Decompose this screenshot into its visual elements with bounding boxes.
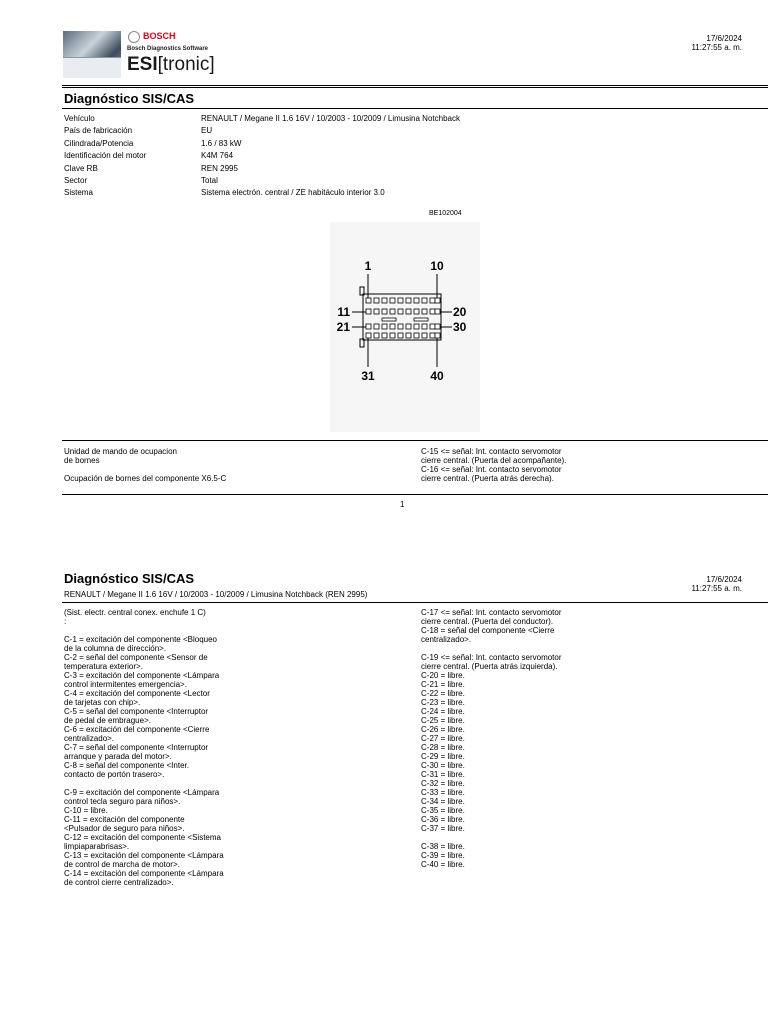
text-line: centralizado>.	[64, 734, 115, 743]
text-line: centralizado>.	[421, 635, 472, 644]
unit-description	[64, 447, 226, 483]
text-line: C-7 = señal del componente <Interruptor	[64, 743, 209, 752]
text-line: control tecla seguro para niños>.	[64, 797, 181, 806]
text-line	[64, 465, 226, 474]
text-line: cierre central. (Puerta atrás derecha).	[421, 474, 554, 483]
title-divider	[62, 108, 768, 109]
info-row	[64, 188, 664, 197]
text-line: C-13 = excitación del componente <Lámpara	[64, 851, 224, 860]
text-line: C-23 = libre.	[421, 698, 465, 707]
text-line: cierre central. (Puerta del acompañante).	[421, 456, 567, 465]
info-label: Cilindrada/Potencia	[64, 139, 134, 148]
figure-code: BE102004	[429, 210, 462, 217]
text-line: control intermitentes emergencia>.	[64, 680, 187, 689]
info-row	[64, 114, 664, 123]
pin-label-30: 30	[453, 320, 467, 334]
pin-label-1: 1	[364, 259, 372, 273]
text-line: C-32 = libre.	[421, 779, 465, 788]
text-line: C-29 = libre.	[421, 752, 465, 761]
text-line: C-9 = excitación del componente <Lámpara	[64, 788, 220, 797]
text-line: C-1 = excitación del componente <Bloqueo	[64, 635, 217, 644]
text-line: (Sist. electr. central conex. enchufe 1 C)	[64, 608, 206, 617]
text-line: C-27 = libre.	[421, 734, 465, 743]
info-label: Clave RB	[64, 164, 98, 173]
text-line: C-22 = libre.	[421, 689, 465, 698]
text-line: Ocupación de bornes del componente X6.5-C	[64, 474, 227, 483]
text-line: contacto de portón trasero>.	[64, 770, 165, 779]
page2-datetime	[691, 575, 742, 593]
keying-slot-right	[414, 318, 428, 321]
info-row	[64, 126, 664, 135]
text-line	[64, 626, 224, 635]
bosch-logo-icon	[128, 31, 140, 43]
header-time: 11:27:55 a. m.	[691, 43, 742, 52]
text-line: de control cierre centralizado>.	[64, 878, 174, 887]
product-name-bold: ESI	[127, 54, 158, 75]
text-line: C-15 <= señal: Int. contacto servomotor	[421, 447, 562, 456]
page2-divider	[62, 602, 768, 603]
bosch-brand: BOSCH	[143, 31, 176, 41]
text-line: :	[64, 617, 67, 626]
pin-label-21: 21	[336, 320, 350, 334]
info-row	[64, 139, 664, 148]
text-line: C-35 = libre.	[421, 806, 465, 815]
text-line: C-4 = excitación del componente <Lector	[64, 689, 210, 698]
software-name: Bosch Diagnostics Software	[127, 46, 209, 52]
info-value: EU	[201, 126, 213, 135]
page2-time: 11:27:55 a. m.	[691, 584, 742, 593]
info-value: Total	[201, 176, 218, 185]
text-line: C-5 = señal del componente <Interruptor	[64, 707, 209, 716]
text-line: C-30 = libre.	[421, 761, 465, 770]
text-line: de control de marcha de motor>.	[64, 860, 180, 869]
page2-title: Diagnóstico SIS/CAS	[64, 571, 195, 586]
pin-label-11: 11	[337, 305, 350, 319]
info-row	[64, 176, 664, 185]
info-row	[64, 164, 664, 173]
info-label: Sector	[64, 176, 88, 185]
text-line	[421, 644, 562, 653]
page1-title: Diagnóstico SIS/CAS	[64, 91, 195, 106]
text-line: C-36 = libre.	[421, 815, 465, 824]
text-line: C-14 = excitación del componente <Lámpara	[64, 869, 224, 878]
page-number: 1	[400, 500, 405, 509]
text-line: C-8 = señal del componente <Inter.	[64, 761, 189, 770]
text-line: C-3 = excitación del componente <Lámpara	[64, 671, 220, 680]
text-line: cierre central. (Puerta del conductor).	[421, 617, 554, 626]
pin-label-40: 40	[430, 369, 444, 383]
text-line: C-2 = señal del componente <Sensor de	[64, 653, 208, 662]
text-line: C-16 <= señal: Int. contacto servomotor	[421, 465, 562, 474]
text-line: limpiaparabrisas>.	[64, 842, 130, 851]
text-line: C-39 = libre.	[421, 851, 465, 860]
esi-thumbnail	[63, 57, 121, 78]
text-line	[64, 779, 224, 788]
pin-label-10: 10	[430, 259, 444, 273]
info-label: Identificación del motor	[64, 151, 147, 160]
text-line: C-40 = libre.	[421, 860, 465, 869]
text-line: C-19 <= señal: Int. contacto servomotor	[421, 653, 562, 662]
info-value: REN 2995	[201, 164, 238, 173]
text-line: C-17 <= señal: Int. contacto servomotor	[421, 608, 562, 617]
info-value: RENAULT / Megane II 1.6 16V / 10/2003 - 10/2009 / Limusina Notchback	[201, 114, 460, 123]
text-line: C-6 = excitación del componente <Cierre	[64, 725, 210, 734]
product-name-rest: [tronic]	[157, 54, 215, 75]
text-line: C-33 = libre.	[421, 788, 465, 797]
connector-diagram	[330, 222, 480, 432]
footer-divider	[62, 494, 768, 495]
info-label: Vehículo	[64, 114, 95, 123]
text-line: C-12 = excitación del componente <Sistema	[64, 833, 221, 842]
text-line: <Pulsador de seguro para niños>.	[64, 824, 185, 833]
text-line: C-31 = libre.	[421, 770, 465, 779]
pin-label-20: 20	[453, 305, 467, 319]
section-divider	[62, 440, 768, 441]
info-label: País de fabricación	[64, 126, 133, 135]
text-line: C-26 = libre.	[421, 725, 465, 734]
info-value: Sistema electrón. central / ZE habitáculo interior 3.0	[201, 188, 385, 197]
text-line: C-24 = libre.	[421, 707, 465, 716]
header-divider	[62, 85, 768, 88]
text-line: C-25 = libre.	[421, 716, 465, 725]
pin-label-31: 31	[361, 369, 375, 383]
page2-date: 17/6/2024	[706, 575, 742, 584]
text-line: C-21 = libre.	[421, 680, 465, 689]
text-line: C-18 = señal del componente <Cierre	[421, 626, 555, 635]
pin-assignments-left	[64, 608, 224, 887]
page2-subtitle: RENAULT / Megane II 1.6 16V / 10/2003 - 10/2009 / Limusina Notchback (REN 2995)	[64, 590, 368, 599]
keying-slot-left	[382, 318, 396, 321]
info-value: 1.6 / 83 kW	[201, 139, 242, 148]
info-row	[64, 151, 664, 160]
text-line: C-10 = libre.	[64, 806, 108, 815]
header-date: 17/6/2024	[706, 34, 742, 43]
text-line: C-28 = libre.	[421, 743, 465, 752]
text-line: de la columna de dirección>.	[64, 644, 167, 653]
text-line: Unidad de mando de ocupacion	[64, 447, 177, 456]
info-label: Sistema	[64, 188, 93, 197]
text-line: C-38 = libre.	[421, 842, 465, 851]
text-line: arranque y parada del motor>.	[64, 752, 172, 761]
pin-assignments-right	[421, 608, 562, 869]
text-line: de pedal de embrague>.	[64, 716, 151, 725]
text-line: cierre central. (Puerta atrás izquierda).	[421, 662, 558, 671]
text-line: C-20 = libre.	[421, 671, 465, 680]
product-name	[127, 55, 215, 75]
text-line: C-11 = excitación del componente	[64, 815, 185, 824]
text-line: C-34 = libre.	[421, 797, 465, 806]
text-line: C-37 = libre.	[421, 824, 465, 833]
pin-assignments-p1	[421, 447, 566, 483]
header-datetime	[691, 34, 742, 52]
text-line	[421, 833, 562, 842]
text-line: de tarjetas con chip>.	[64, 698, 141, 707]
info-value: K4M 764	[201, 151, 234, 160]
text-line: de bornes	[64, 456, 100, 465]
text-line: temperatura exterior>.	[64, 662, 143, 671]
